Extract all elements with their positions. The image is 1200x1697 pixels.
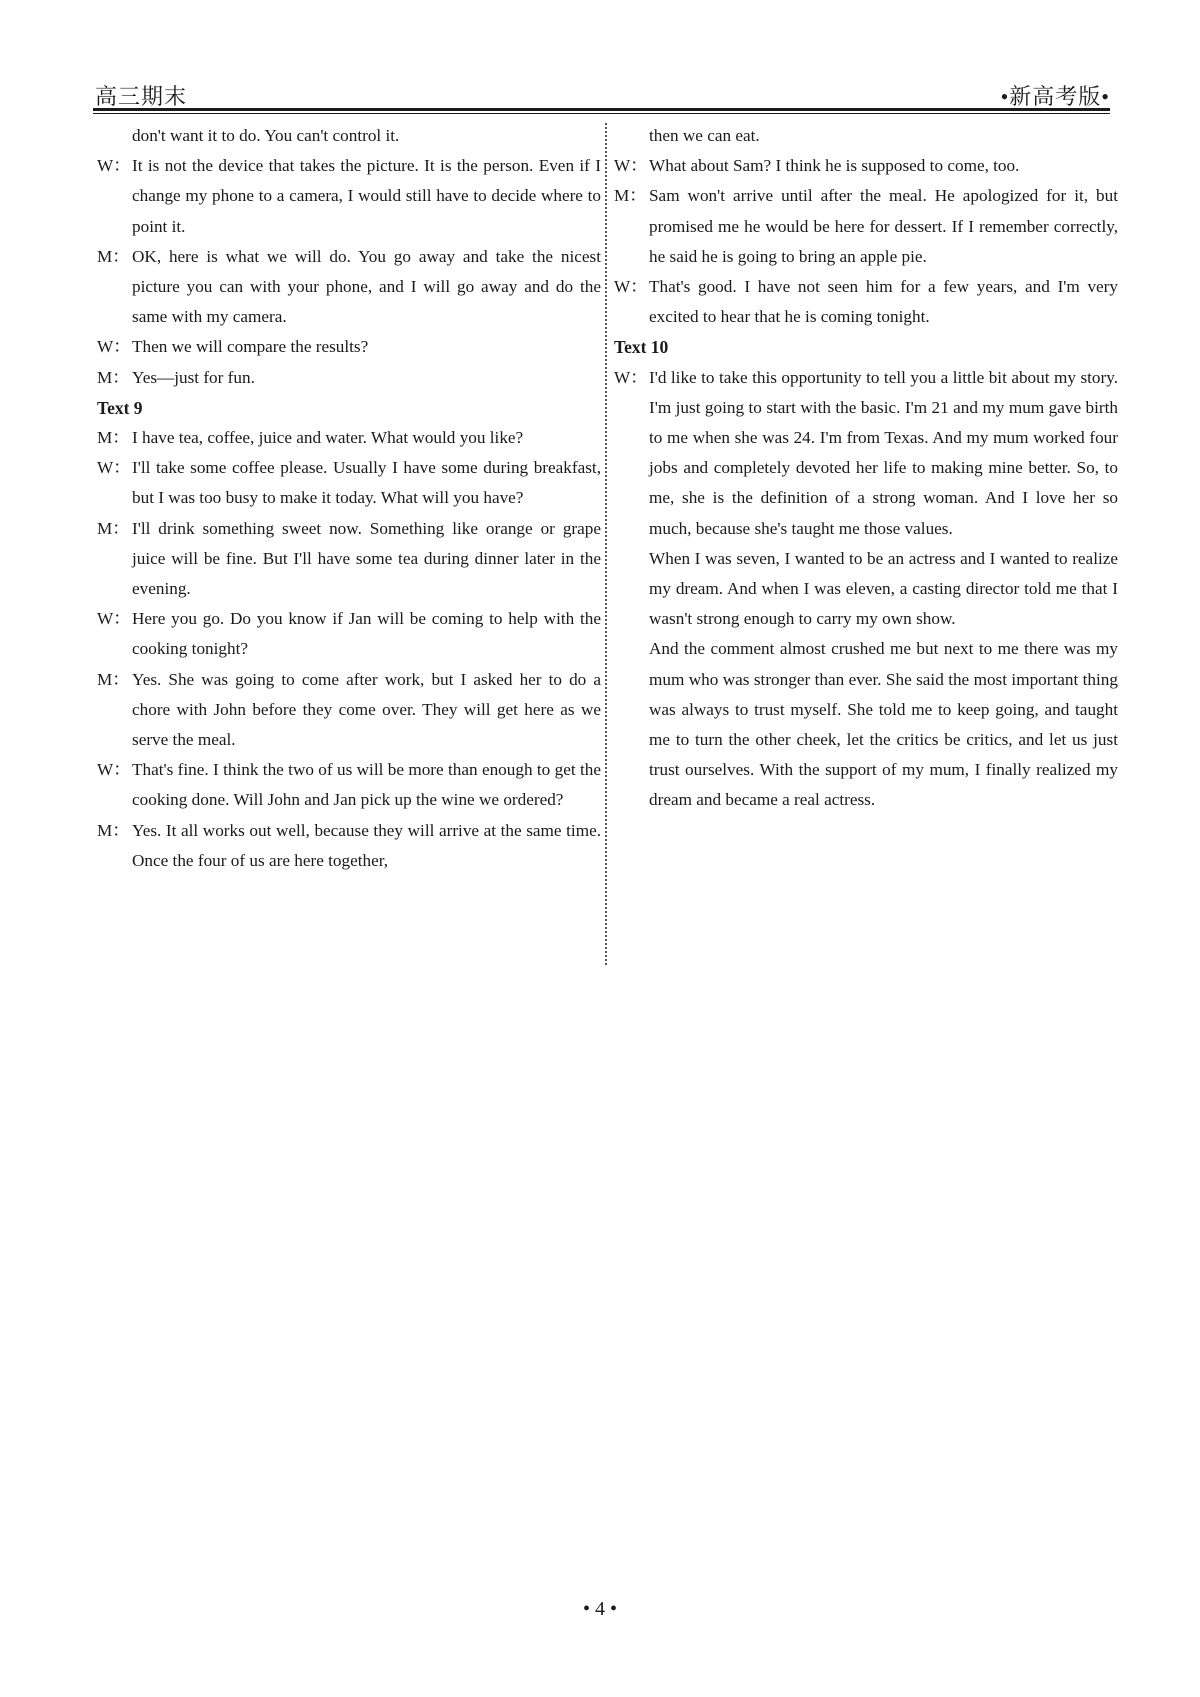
speaker-label: W： bbox=[97, 458, 131, 478]
dialogue-line bbox=[614, 363, 1118, 544]
dialogue-line bbox=[97, 514, 601, 605]
dialogue-line bbox=[97, 816, 601, 876]
header-title: 高三期末 bbox=[95, 84, 188, 109]
dialogue-text: I'd like to take this opportunity to tell you a little bit about my story. I'm just going to start with the basic. I'm 21 and my mum gave birth to me when she was 24. I'm from Texas. And my mum worked four jobs and completely devoted her life to making mine better. So, to me, she is the definition of a strong woman. And I love her so much, because she's taught me those values. bbox=[649, 367, 1118, 538]
speaker-label: M： bbox=[97, 518, 130, 538]
speaker-label: M： bbox=[614, 186, 647, 206]
speaker-label: M： bbox=[97, 367, 130, 387]
continuation-text: And the comment almost crushed me but next to me there was my mum who was stronger than ever. She said the most important thing was always to trust myself. She told me to keep going, and taught me to turn the other cheek, let the critics be critics, and let us just trust ourselves. With the support of my mum, I finally realized my dream and became a real actress. bbox=[649, 639, 1118, 810]
dialogue-line bbox=[97, 423, 601, 453]
speaker-label: M： bbox=[97, 820, 130, 840]
dialogue-text: I have tea, coffee, juice and water. What would you like? bbox=[132, 428, 524, 448]
dialogue-line bbox=[614, 181, 1118, 272]
page-header bbox=[93, 80, 1110, 108]
dialogue-text: I'll take some coffee please. Usually I have some during breakfast, but I was too busy to make it today. What will you have? bbox=[132, 458, 601, 508]
dialogue-text: Then we will compare the results? bbox=[132, 337, 369, 357]
dialogue-text: Here you go. Do you know if Jan will be coming to help with the cooking tonight? bbox=[132, 609, 601, 659]
dialogue-line bbox=[97, 363, 601, 393]
speaker-label: W： bbox=[614, 367, 648, 387]
speaker-label: W： bbox=[614, 156, 648, 176]
continuation-text: When I was seven, I wanted to be an actress and I wanted to realize my dream. And when I was eleven, a casting director told me that I wasn't strong enough to carry my own show. bbox=[649, 548, 1118, 629]
right-column bbox=[614, 121, 1118, 816]
continuation-text: then we can eat. bbox=[649, 126, 760, 145]
dialogue-text: It is not the device that takes the picture. It is the person. Even if I change my phone to a camera, I would still have to decide where to point it. bbox=[132, 156, 601, 236]
dialogue-text: That's fine. I think the two of us will be more than enough to get the cooking done. Will John and Jan pick up the wine we ordered? bbox=[132, 760, 601, 810]
speaker-label: M： bbox=[97, 669, 130, 689]
column-divider bbox=[605, 123, 607, 965]
dialogue-text: Yes. She was going to come after work, but I asked her to do a chore with John before they come over. They will get here as we serve the meal. bbox=[132, 669, 601, 750]
dialogue-text: That's good. I have not seen him for a few years, and I'm very excited to hear that he is coming tonight. bbox=[649, 277, 1118, 327]
speaker-label: W： bbox=[97, 760, 131, 780]
header-rule bbox=[93, 108, 1110, 111]
dialogue-line bbox=[97, 755, 601, 815]
speaker-label: W： bbox=[614, 277, 648, 297]
speaker-label: W： bbox=[97, 609, 131, 629]
dialogue-text: OK, here is what we will do. You go away and take the nicest picture you can with your phone, and I will go away and do the same with my camera. bbox=[132, 246, 601, 327]
speaker-label: W： bbox=[97, 156, 131, 176]
header-rule-thin bbox=[93, 113, 1110, 114]
dialogue-text: Yes. It all works out well, because they will arrive at the same time. Once the four of us are here together, bbox=[132, 820, 601, 870]
continuation-text: don't want it to do. You can't control it. bbox=[132, 126, 400, 145]
section-heading: Text 10 bbox=[614, 337, 669, 358]
speaker-label: W： bbox=[97, 337, 131, 357]
dialogue-text: I'll drink something sweet now. Something like orange or grape juice will be fine. But I'll have some tea during dinner later in the evening. bbox=[132, 518, 601, 599]
dialogue-line bbox=[97, 604, 601, 664]
page-number: • 4 • bbox=[582, 1598, 617, 1620]
dialogue-line bbox=[97, 665, 601, 756]
dialogue-line bbox=[614, 272, 1118, 332]
dialogue-text: What about Sam? I think he is supposed to come, too. bbox=[649, 156, 1020, 176]
header-edition: •新高考版• bbox=[1000, 84, 1110, 109]
dialogue-text: Yes—just for fun. bbox=[132, 367, 255, 387]
dialogue-text: Sam won't arrive until after the meal. He apologized for it, but promised me he would be here for dessert. If I remember correctly, he said he is going to bring an apple pie. bbox=[649, 186, 1118, 266]
speaker-label: M： bbox=[97, 246, 130, 266]
dialogue-line bbox=[97, 242, 601, 333]
left-column bbox=[97, 121, 601, 876]
dialogue-line bbox=[97, 151, 601, 242]
section-heading: Text 9 bbox=[97, 397, 143, 418]
dialogue-line bbox=[97, 332, 601, 362]
dialogue-line bbox=[97, 453, 601, 513]
dialogue-line bbox=[614, 151, 1118, 181]
speaker-label: M： bbox=[97, 428, 130, 448]
